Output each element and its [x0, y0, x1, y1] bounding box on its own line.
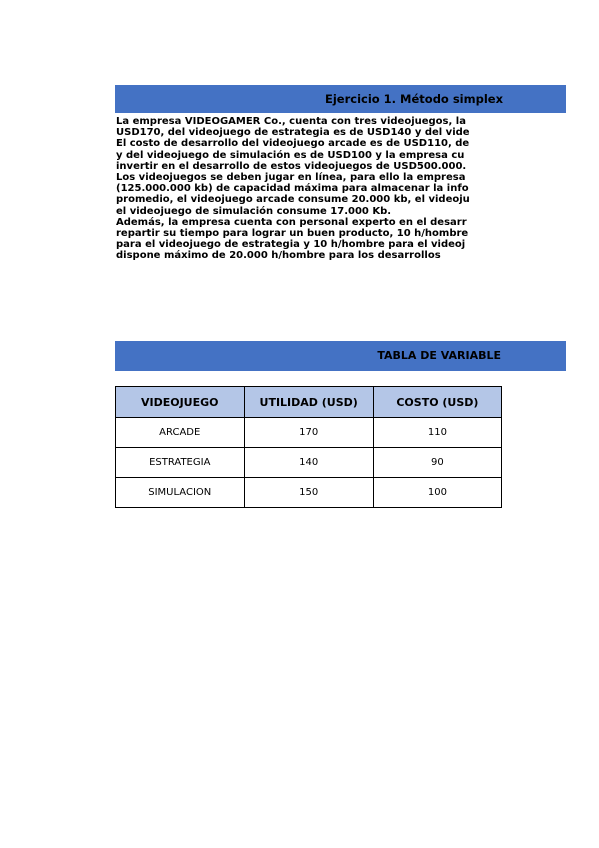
cell-costo: 110: [373, 418, 501, 448]
variables-table: [115, 386, 502, 508]
column-header-costo: COSTO (USD): [373, 387, 501, 418]
statement-line: Los videojuegos se deben jugar en línea, para ello la empresa: [116, 171, 466, 183]
section-title: TABLA DE VARIABLE: [377, 349, 501, 362]
statement-line: repartir su tiempo para lograr un buen producto, 10 h/hombre: [116, 227, 469, 239]
statement-line: para el videojuego de estrategia y 10 h/hombre para el videoj: [116, 239, 466, 251]
statement-line: USD170, del videojuego de estrategia es de USD140 y del vide: [116, 127, 470, 139]
statement-line: promedio, el videojuego arcade consume 20.000 kb, el videoju: [116, 194, 470, 206]
cell-videojuego: ARCADE: [116, 418, 245, 448]
table-row: [116, 478, 502, 508]
cell-videojuego: SIMULACION: [116, 478, 245, 508]
page-title: Ejercicio 1. Método simplex: [324, 92, 503, 106]
statement-line: Además, la empresa cuenta con personal experto en el desarr: [116, 216, 467, 228]
section-banner: [115, 341, 566, 371]
problem-statement: [116, 116, 503, 261]
statement-line: (125.000.000 kb) de capacidad máxima para almacenar la info: [116, 183, 469, 195]
column-header-videojuego: VIDEOJUEGO: [116, 387, 245, 418]
cell-utilidad: 140: [244, 448, 373, 478]
statement-line: El costo de desarrollo del videojuego arcade es de USD110, de: [116, 138, 470, 150]
table-row: [116, 418, 502, 448]
cell-utilidad: 170: [244, 418, 373, 448]
title-banner: [115, 85, 566, 113]
statement-line: el videojuego de simulación consume 17.000 Kb.: [116, 205, 392, 217]
column-header-utilidad: UTILIDAD (USD): [244, 387, 373, 418]
statement-line: dispone máximo de 20.000 h/hombre para los desarrollos: [116, 250, 441, 262]
table-row: [116, 448, 502, 478]
statement-line: y del videojuego de simulación es de USD100 y la empresa cu: [116, 149, 465, 161]
cell-costo: 100: [373, 478, 501, 508]
cell-costo: 90: [373, 448, 501, 478]
statement-line: La empresa VIDEOGAMER Co., cuenta con tres videojuegos, la: [116, 116, 466, 127]
statement-line: invertir en el desarrollo de estos videojuegos de USD500.000.: [116, 160, 467, 172]
table-header-row: [116, 387, 502, 418]
cell-videojuego: ESTRATEGIA: [116, 448, 245, 478]
cell-utilidad: 150: [244, 478, 373, 508]
